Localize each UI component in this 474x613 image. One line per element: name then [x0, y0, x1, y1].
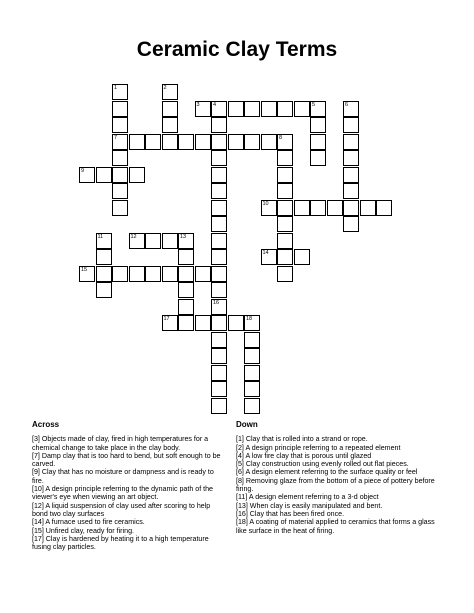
grid-cell[interactable] — [277, 249, 293, 265]
grid-cell[interactable] — [211, 216, 227, 232]
grid-cell[interactable] — [195, 315, 211, 331]
grid-cell[interactable] — [112, 200, 128, 216]
grid-cell[interactable] — [244, 101, 260, 117]
grid-cell[interactable] — [310, 200, 326, 216]
grid-cell[interactable] — [178, 266, 194, 282]
grid-cell[interactable] — [178, 315, 194, 331]
grid-cell[interactable] — [79, 266, 95, 282]
clue-down-2: [2] A design principle referring to a repeated element — [236, 443, 401, 452]
grid-cell[interactable] — [343, 167, 359, 183]
cell-number: 16 — [213, 299, 220, 306]
grid-cell[interactable] — [277, 233, 293, 249]
grid-cell[interactable] — [294, 200, 310, 216]
grid-cell[interactable] — [211, 183, 227, 199]
grid-cell[interactable] — [327, 200, 343, 216]
grid-cell[interactable] — [162, 266, 178, 282]
grid-cell[interactable] — [277, 216, 293, 232]
down-clues — [236, 421, 446, 535]
grid-cell[interactable] — [211, 233, 227, 249]
clue-across-7: [7] Damp clay that is too hard to bend, but soft enough to be carved. — [32, 451, 221, 469]
cell-number: 8 — [279, 134, 283, 141]
grid-cell[interactable] — [343, 200, 359, 216]
grid-cell[interactable] — [162, 315, 178, 331]
grid-cell[interactable] — [129, 167, 145, 183]
grid-cell[interactable] — [112, 266, 128, 282]
grid-cell[interactable] — [376, 200, 392, 216]
grid-cell[interactable] — [178, 249, 194, 265]
grid-cell[interactable] — [162, 117, 178, 133]
grid-cell[interactable] — [310, 117, 326, 133]
grid-cell[interactable] — [277, 167, 293, 183]
grid-cell[interactable] — [211, 332, 227, 348]
grid-cell[interactable] — [195, 134, 211, 150]
grid-cell[interactable] — [96, 167, 112, 183]
clue-down-16: [16] Clay that has been fired once. — [236, 509, 345, 518]
grid-cell[interactable] — [96, 282, 112, 298]
clue-down-6: [6] A design element referring to the surface quality or feel — [236, 468, 418, 477]
grid-cell[interactable] — [211, 150, 227, 166]
grid-cell[interactable] — [244, 134, 260, 150]
clue-across-14: [14] A furnace used to fire ceramics. — [32, 518, 145, 527]
grid-cell[interactable] — [211, 101, 227, 117]
grid-cell[interactable] — [211, 117, 227, 133]
grid-cell[interactable] — [277, 150, 293, 166]
grid-cell[interactable] — [343, 117, 359, 133]
grid-cell[interactable] — [343, 183, 359, 199]
cell-number: 14 — [262, 250, 269, 256]
grid-cell[interactable] — [228, 101, 244, 117]
grid-cell[interactable] — [244, 332, 260, 348]
grid-cell[interactable] — [211, 315, 227, 331]
grid-cell[interactable] — [244, 365, 260, 381]
cell-number: 12 — [130, 233, 137, 240]
grid-cell[interactable] — [294, 101, 310, 117]
grid-cell[interactable] — [360, 200, 376, 216]
grid-cell[interactable] — [211, 200, 227, 216]
grid-cell[interactable] — [261, 249, 277, 265]
grid-cell[interactable] — [343, 101, 359, 117]
grid-cell[interactable] — [211, 249, 227, 265]
grid-cell[interactable] — [145, 266, 161, 282]
grid-cell[interactable] — [112, 101, 128, 117]
cell-number: 13 — [180, 233, 187, 240]
cell-number: 2 — [163, 85, 167, 91]
down-heading: Down — [236, 420, 258, 429]
grid-cell[interactable] — [178, 233, 194, 249]
cell-number: 4 — [213, 101, 217, 108]
cell-number: 11 — [97, 233, 104, 240]
across-clues — [32, 421, 224, 551]
grid-cell[interactable] — [195, 266, 211, 282]
grid-cell[interactable] — [211, 282, 227, 298]
cell-number: 18 — [246, 316, 253, 322]
grid-cell[interactable] — [261, 200, 277, 216]
grid-cell[interactable] — [211, 365, 227, 381]
grid-cell[interactable] — [211, 348, 227, 364]
grid-cell[interactable] — [343, 216, 359, 232]
grid-cell[interactable] — [343, 134, 359, 150]
cell-number: 5 — [312, 101, 316, 108]
grid-cell[interactable] — [129, 266, 145, 282]
grid-cell[interactable] — [112, 183, 128, 199]
clue-down-18: [18] A coating of material applied to ceramics that forms a glass like surface in the heat of firing. — [236, 518, 435, 535]
clue-down-8: [8] Removing glaze from the bottom of a piece of pottery before firing. — [236, 476, 435, 494]
grid-cell[interactable] — [96, 266, 112, 282]
grid-cell[interactable] — [277, 266, 293, 282]
clue-across-17: [17] Clay is hardened by heating it to a high temperature fusing clay particles. — [32, 534, 209, 552]
grid-cell[interactable] — [244, 398, 260, 414]
grid-cell[interactable] — [96, 249, 112, 265]
grid-cell[interactable] — [162, 134, 178, 150]
grid-cell[interactable] — [244, 348, 260, 364]
grid-cell[interactable] — [112, 84, 128, 100]
grid-cell[interactable] — [277, 101, 293, 117]
grid-cell[interactable] — [244, 315, 260, 331]
grid-cell[interactable] — [211, 167, 227, 183]
cell-number: 6 — [345, 101, 349, 108]
grid-cell[interactable] — [178, 282, 194, 298]
grid-cell[interactable] — [228, 315, 244, 331]
grid-cell[interactable] — [261, 134, 277, 150]
grid-cell[interactable] — [145, 134, 161, 150]
clue-across-12: [12] A liquid suspension of clay used after scoring to help bond two clay surfaces — [32, 501, 211, 518]
clue-across-9: [9] Clay that has no moisture or dampness and is ready to fire. — [32, 468, 214, 485]
grid-cell[interactable] — [310, 134, 326, 150]
clue-across-10: [10] A design principle referring to the dynamic path of the viewer's eye when viewing an art object. — [32, 485, 214, 502]
grid-cell[interactable] — [162, 101, 178, 117]
grid-cell[interactable] — [211, 134, 227, 150]
grid-cell[interactable] — [310, 101, 326, 117]
clue-across-3: [3] Objects made of clay, fired in high temperatures for a chemical change to take place in the clay body. — [32, 435, 209, 452]
cell-number: 1 — [114, 85, 118, 91]
clue-down-13: [13] When clay is easily manipulated and bent. — [236, 501, 383, 510]
grid-cell[interactable] — [162, 84, 178, 100]
across-heading: Across — [32, 420, 60, 429]
grid-cell[interactable] — [277, 200, 293, 216]
grid-cell[interactable] — [244, 381, 260, 397]
clue-down-4: [4] A low fire clay that is porous until glazed — [236, 451, 372, 460]
grid-cell[interactable] — [294, 249, 310, 265]
grid-cell[interactable] — [211, 299, 227, 315]
grid-cell[interactable] — [129, 233, 145, 249]
cell-number: 7 — [114, 134, 118, 141]
cell-number: 17 — [163, 316, 170, 322]
grid-cell[interactable] — [112, 150, 128, 166]
grid-cell[interactable] — [228, 134, 244, 150]
grid-cell[interactable] — [211, 266, 227, 282]
cell-number: 3 — [196, 101, 200, 108]
grid-cell[interactable] — [195, 101, 211, 117]
clue-down-5: [5] Clay construction using evenly rolled out flat pieces. — [236, 460, 409, 469]
grid-cell[interactable] — [129, 134, 145, 150]
grid-cell[interactable] — [145, 233, 161, 249]
grid-cell[interactable] — [277, 134, 293, 150]
grid-cell[interactable] — [211, 381, 227, 397]
cell-number: 10 — [262, 200, 269, 207]
grid-cell[interactable] — [178, 134, 194, 150]
grid-cell[interactable] — [310, 150, 326, 166]
grid-cell[interactable] — [112, 117, 128, 133]
cell-number: 15 — [81, 266, 88, 273]
grid-cell[interactable] — [96, 233, 112, 249]
cell-number: 9 — [81, 167, 85, 174]
grid-cell[interactable] — [162, 233, 178, 249]
grid-cell[interactable] — [178, 299, 194, 315]
clue-down-11: [11] A design element referring to a 3-d object — [236, 493, 379, 502]
grid-cell[interactable] — [112, 167, 128, 183]
clue-across-15: [15] Unfired clay, ready for firing. — [32, 526, 134, 535]
puzzle-title: Ceramic Clay Terms — [136, 38, 338, 61]
grid-cell[interactable] — [112, 134, 128, 150]
grid-cell[interactable] — [211, 398, 227, 414]
grid-cell[interactable] — [277, 183, 293, 199]
grid-cell[interactable] — [343, 150, 359, 166]
grid-cell[interactable] — [261, 101, 277, 117]
grid-cell[interactable] — [79, 167, 95, 183]
clue-down-1: [1] Clay that is rolled into a strand or rope. — [236, 435, 368, 444]
